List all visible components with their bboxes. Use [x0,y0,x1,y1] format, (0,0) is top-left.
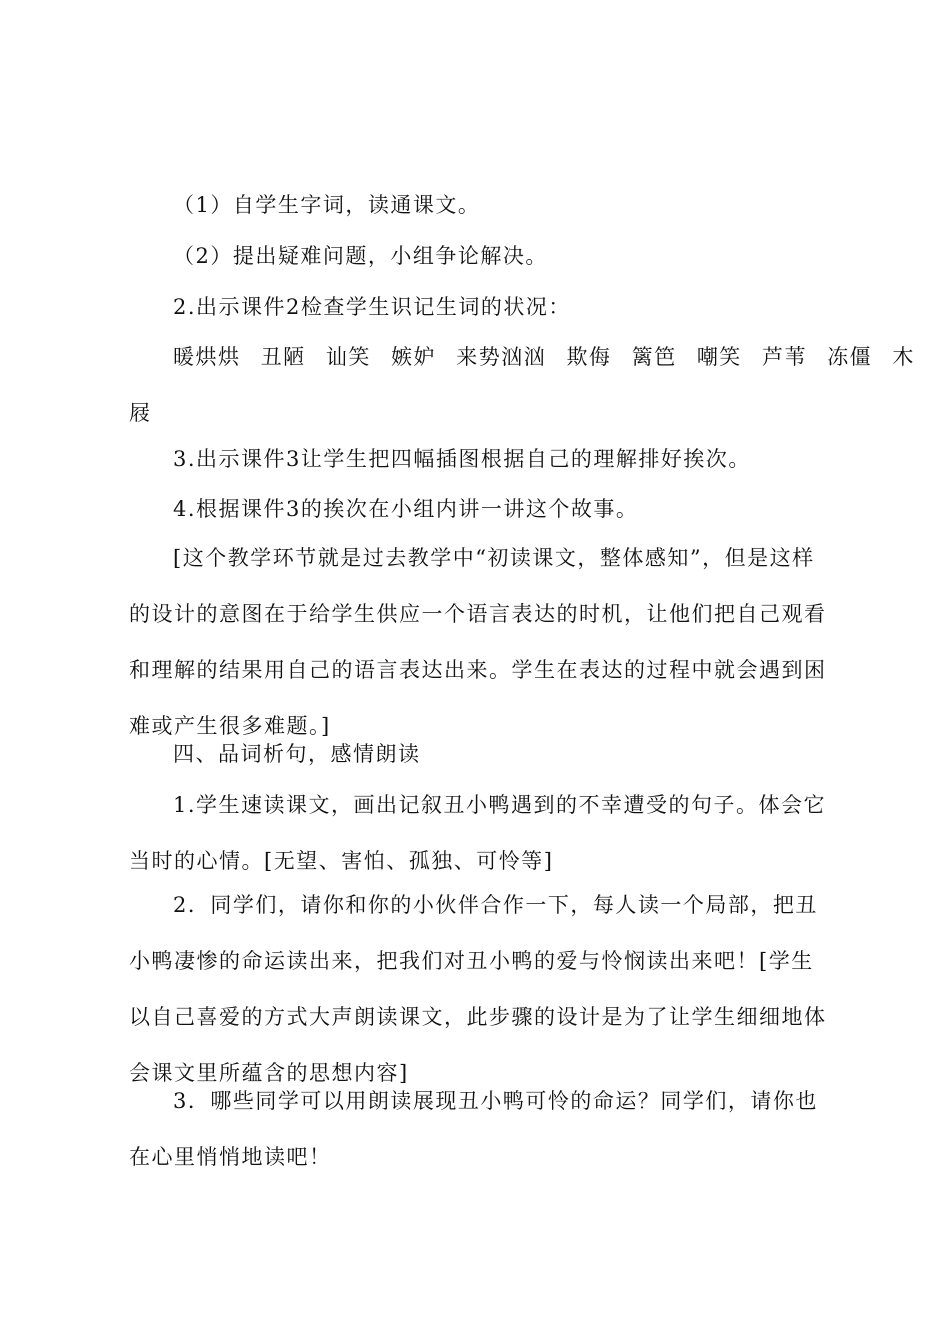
vocab-word: 欺侮 [566,345,612,369]
vocab-word: 讪笑 [325,345,371,369]
paragraph-read-aloud: 3．哪些同学可以用朗读展现丑小鸭可怜的命运？同学们，请你也在心里悄悄地读吧！ [129,1089,818,1169]
section-heading: 四、品词析句，感情朗读 [173,742,421,766]
vocabulary-line-tail: 屐 [129,401,152,425]
paragraph-tell-story: 4.根据课件3的挨次在小组内讲一讲这个故事。 [173,497,639,521]
vocab-word: 丑陋 [260,345,306,369]
paragraph-design-note: [这个教学环节就是过去教学中“初读课文，整体感知”，但是这样的设计的意图在于给学生供应一个语言表达的时机，让他们把自己观看和理解的结果用自己的语言表达出来。学生在表达的过程中就会遇到困难或产生很多难题。] [129,546,827,738]
paragraph-courseware-3: 3.出示课件3让学生把四幅插图根据自己的理解排好挨次。 [173,447,751,471]
paragraph-self-study: （1）自学生字词，读通课文。 [173,193,481,217]
vocab-word: 嫉妒 [391,345,437,369]
vocab-word: 冻僵 [827,345,873,369]
vocab-word: 木 [892,345,915,369]
paragraph-courseware-2: 2.出示课件2检查学生识记生词的状况： [173,295,571,319]
vocabulary-line [129,329,915,385]
paragraph-raise-questions: （2）提出疑难问题，小组争论解决。 [173,244,548,268]
vocab-word: 芦苇 [762,345,807,369]
vocabulary-list [129,329,915,441]
vocab-word: 嘲笑 [696,345,742,369]
vocab-word: 来势汹汹 [456,345,547,369]
paragraph-speed-reading: 1.学生速读课文，画出记叙丑小鸭遇到的不幸遭受的句子。体会它当时的心情。[无望、害怕、孤独、可怜等] [129,793,827,873]
vocab-word: 篱笆 [631,345,677,369]
vocab-word: 暖烘烘 [173,345,241,369]
paragraph-partner-reading: 2．同学们，请你和你的小伙伴合作一下，每人读一个局部，把丑小鸭凄惨的命运读出来，把我们对丑小鸭的爱与怜悯读出来吧！[学生以自己喜爱的方式大声朗读课文，此步骤的设计是为了让学生细细地体会课文里所蕴含的思想内容] [129,893,827,1085]
